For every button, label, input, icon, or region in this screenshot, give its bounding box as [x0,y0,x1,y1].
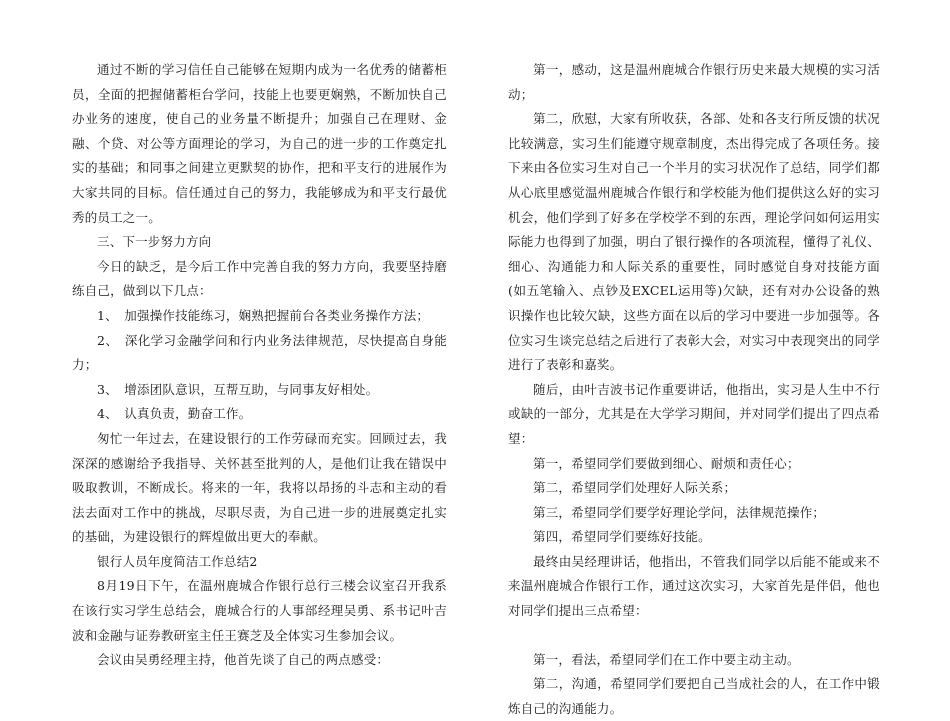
expectation-item-2: 第二，沟通，希望同学们要把自己当成社会的人，在工作中锻炼自己的沟通能力。 [508,676,880,716]
paragraph-host: 会议由吴勇经理主持，他首先谈了自己的两点感受： [97,652,390,668]
hope-item-4: 第四，希望同学们要练好技能。 [533,529,711,545]
hope-item-1: 第一，希望同学们要做到细心、耐烦和责任心； [533,455,800,471]
paragraph-first-moved: 第一，感动，这是温州鹿城合作银行历史来最大规模的实习活动； [508,62,880,102]
section-heading-next-steps: 三、下一步努力方向 [97,234,212,250]
list-item-2: 2、 深化学习金融学问和行内业务法律规范，尽快提高自身能力； [72,332,447,373]
section-title-summary-2: 银行人员年度简洁工作总结2 [97,553,258,569]
blank-line [508,624,880,648]
paragraph-year-review: 匆忙一年过去，在建设银行的工作劳碌而充实。回顾过去，我深深的感谢给予我指导、关怀甚至批判的人，是他们让我在错误中吸取教训，不断成长。将来的一年，我将以昂扬的斗志和主动的看法去面对工作中的挑战，尽职尽责，为自己进一步的进展奠定扎实的基础，为建设银行的辉煌做出更大的奉献。 [72,430,447,545]
expectation-item-1: 第一，看法，希望同学们在工作中要主动主动。 [533,651,800,667]
paragraph-speech-wu: 最终由吴经理讲话，他指出，不管我们同学以后能不能或来不来温州鹿城合作银行工作，通过这次实习，大家首先是伴侣，他也对同学们提出三点希望： [508,553,880,619]
left-column [72,58,447,673]
list-item-4: 4、 认真负责，勤奋工作。 [97,406,252,422]
hope-item-3: 第三，希望同学们要学好理论学问，法律规范操作； [533,504,826,520]
hope-item-2: 第二，希望同学们处理好人际关系； [533,480,737,496]
paragraph-shortcomings: 今日的缺乏，是今后工作中完善自我的努力方向，我要坚持磨练自己，做到以下几点： [72,258,447,299]
paragraph-intro: 通过不断的学习信任自己能够在短期内成为一名优秀的储蓄柜员，全面的把握储蓄柜台学问，技能上也要更娴熟，不断加快自己办业务的速度，使自己的业务量不断提升；加强自己在理财、金融、个贷、对公等方面理论的学习，为自己的进一步的工作奠定扎实的基础；和同事之间建立更默契的协作，把和平支行的进展作为大家共同的目标。信任通过自己的努力，我能够成为和平支行最优秀的员工之一。 [72,62,447,225]
list-item-3: 3、 增添团队意识，互帮互助，与同事友好相处。 [97,381,379,397]
list-item-1: 1、 加强操作技能练习，娴熟把握前台各类业务操作方法； [97,307,430,323]
right-column [508,58,880,721]
paragraph-meeting: 8月19日下午，在温州鹿城合作银行总行三楼会议室召开我系在该行实习学生总结会，鹿城合行的人事部经理吴勇、系书记叶吉波和金融与证券教研室主任王赛芝及全体实习生参加会议。 [72,578,447,643]
paragraph-second-pleased: 第二，欣慰，大家有所收获，各部、处和各支行所反馈的状况比较满意，实习生们能遵守规章制度，杰出得完成了各项任务。接下来由各位实习生对自己一个半月的实习状况作了总结，同学们都从心底里感觉温州鹿城合作银行和学校能为他们提供这么好的实习机会，他们学到了好多在学校学不到的东西，理论学问如何运用实际能力也得到了加强，明白了银行操作的各项流程，懂得了礼仪、细心、沟通能力和人际关系的重要性，同时感觉自身对技能方面(如五笔输入、点钞及EXCEL运用等)欠缺，还有对办公设备的熟识操作也比较欠缺，这些方面在以后的学习中要进一步加强等。各位实习生谈完总结之后进行了表彰大会，对实习中表现突出的同学进行了表彰和嘉奖。 [508,111,880,373]
paragraph-speech-ye: 随后，由叶吉波书记作重要讲话，他指出，实习是人生中不行或缺的一部分，尤其是在大学学习期间，并对同学们提出了四点希望： [508,381,880,446]
